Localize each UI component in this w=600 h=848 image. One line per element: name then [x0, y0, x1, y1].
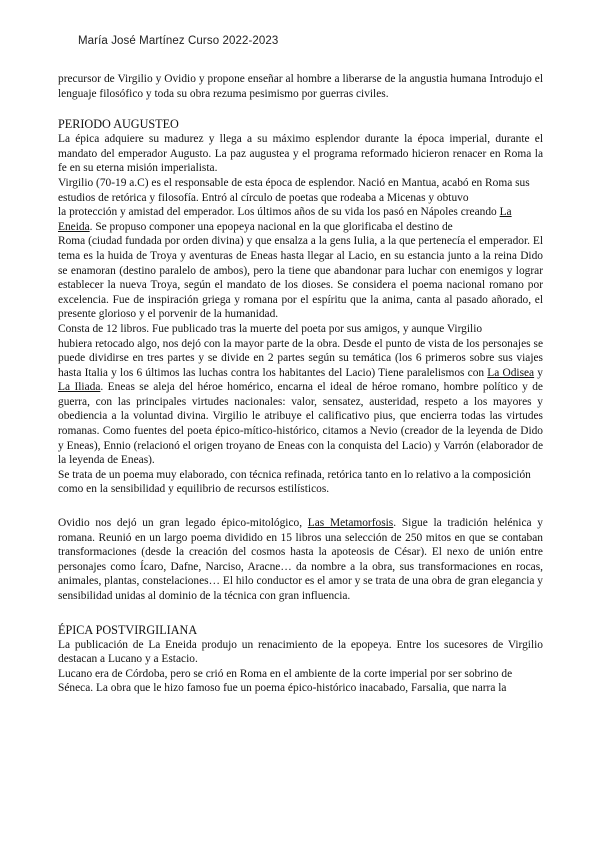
postvirgiliana-p2-line-a: Lucano era de Córdoba, pero se crió en Roma en el ambiente de la corte imperial por ser sobrino de — [58, 667, 513, 680]
link-la-eneida[interactable]: La Eneida — [58, 206, 512, 233]
page-header: María José Martínez Curso 2022-2023 — [78, 35, 279, 47]
augusteo-p3-text-c: y — [534, 366, 544, 379]
postvirgiliana-paragraph-2 — [58, 667, 543, 696]
augusteo-p3-text-b: hubiera retocado algo, nos dejó con la mayor parte de la obra. Desde el punto de vista de los personajes se puede dividirse en tres partes y se divide en 2 partes según su temática (los 6 primeros sobre sus viajes hasta Italia y los 6 últimos las luchas contra los habitantes del Lacio) Tiene paralelismos con — [58, 337, 543, 379]
link-las-metamorfosis[interactable]: Las Metamorfosis — [307, 517, 394, 530]
augusteo-p2-line-b — [58, 205, 543, 234]
postvirgiliana-paragraph-1: La publicación de La Eneida produjo un renacimiento de la epopeya. Entre los sucesores de Virgilio destacan a Lucano y a Estacio. — [58, 638, 543, 666]
augusteo-p2-text-c: . Se propuso componer una epopeya nacional en la que glorificaba el destino de — [89, 220, 453, 233]
ovidio-text-b: . Sigue la tradición helénica y romana. Reunió en un largo poema dividido en 15 libros una selección de 250 mitos en que se contaban transformaciones (desde la creación del cosmos hasta la apoteosis de César). El nexo de unión entre personajes como Ícaro, Dafne, Narciso, Aracne… da nombre a la obra, sus transformaciones en rocas, animales, plantas, constelaciones… El hilo conductor es el amor y se trata de una obra de gran elegancia y sensibilidad unidas al dominio de la técnica con gran influencia. — [58, 517, 543, 602]
augusteo-paragraph-3 — [58, 322, 543, 468]
postvirgiliana-p2-line-b: Séneca. La obra que le hizo famoso fue un poema épico-histórico inacabado, Farsalia, que narra la — [58, 682, 507, 695]
augusteo-p3-text-d: . Eneas se aleja del héroe homérico, encarna el ideal de héroe romano, hombre político y de guerra, con las principales virtudes nacionales: valor, sensatez, austeridad, respeto a los mayores y obediencia a la voluntad divina. Virgilio le atribuye el calificativo pius, que encierra todas las virtudes romanas. Como fuentes del poeta épico-mítico-histórico, citamos a Nevio (creador de la leyenda de Dido y Eneas), Ennio (relacionó el origen troyano de Eneas con la conquista del Lacio) y Varrón (elaborador de la leyenda de Eneas). — [58, 381, 543, 467]
section-title-postvirgiliana: ÉPICA POSTVIRGILIANA — [58, 622, 198, 637]
link-la-odisea[interactable]: La Odisea — [487, 366, 535, 379]
section-title-augusteo: PERIODO AUGUSTEO — [58, 117, 179, 132]
augusteo-p2-text-b: la protección y amistad del emperador. Los últimos años de su vida los pasó en Nápoles creando — [58, 206, 500, 219]
ovidio-paragraph — [58, 516, 543, 604]
intro-paragraph: precursor de Virgilio y Ovidio y propone enseñar al hombre a liberarse de la angustia humana Introdujo el lenguaje filosófico y toda su obra rezuma pesimismo por guerras civiles. — [58, 73, 543, 100]
augusteo-paragraph-2 — [58, 176, 543, 322]
link-la-iliada[interactable]: La Iliada — [58, 381, 101, 394]
augusteo-p3-line-a: Consta de 12 libros. Fue publicado tras la muerte del poeta por sus amigos, y aunque Virgilio — [58, 322, 483, 335]
augusteo-p2-line-a: Virgilio (70-19 a.C) es el responsable de esta época de esplendor. Nació en Mantua, acabó en Roma sus estudios de retórica y filosofía. Entró al círculo de poetas que rodeaba a Micenas y obtuvo — [58, 176, 530, 204]
augusteo-p2-line-d: Roma (ciudad fundada por orden divina) y que ensalza a la gens Iulia, a la que pertenecía el emperador. El tema es la huida de Troya y aventuras de Eneas hasta llegar al Lacio, en su estancia junto a la reina Dido se enamoran (destino paralelo de ambos), pero la tiene que abandonar para luchar con enemigos y lograr establecer la nueva Troya, según el mandato de los dioses. Se considera el poema nacional romano por excelencia. Fue de inspiración griega y romana por el espíritu que la anima, canta al pasado añorado, el presente glorioso y el porvenir de la humanidad. — [58, 235, 543, 321]
augusteo-paragraph-1: La épica adquiere su madurez y llega a su máximo esplendor durante la época imperial, durante el mandato del emperador Augusto. La paz augustea y el programa reformado hicieron renacer en Roma la fe en su eterna misión imperialista. — [58, 133, 543, 175]
augusteo-paragraph-4: Se trata de un poema muy elaborado, con técnica refinada, retórica tanto en lo relativo a la composición como en la sensibilidad y equilibrio de recursos estilísticos. — [58, 468, 531, 496]
document-body — [58, 72, 543, 696]
ovidio-text-a: Ovidio nos dejó un gran legado épico-mitológico, — [58, 517, 308, 530]
augusteo-p3-body — [58, 337, 543, 468]
